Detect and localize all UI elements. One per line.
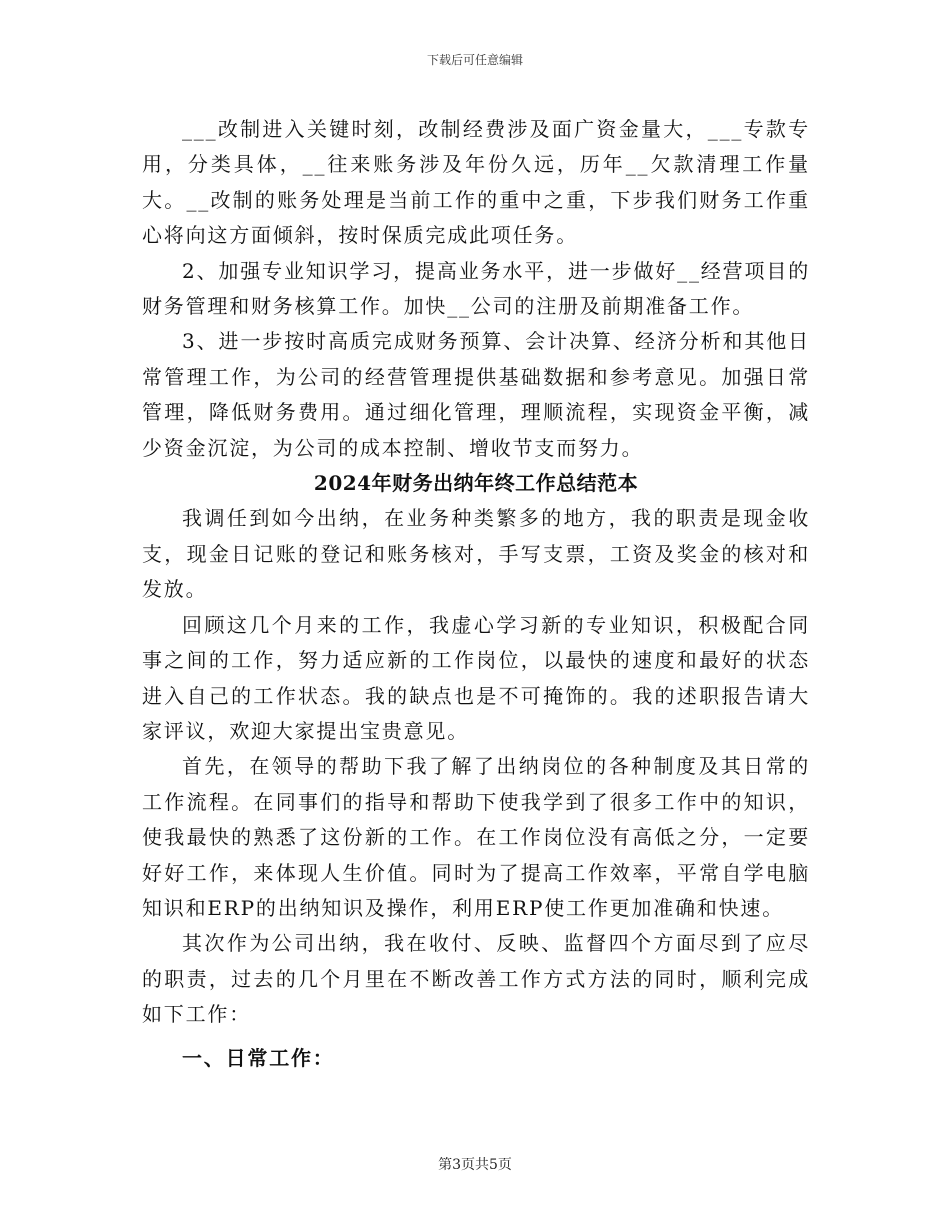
paragraph-first: 首先，在领导的帮助下我了解了出纳岗位的各种制度及其日常的工作流程。在同事们的指导和帮助下使我学到了很多工作中的知识，使我最快的熟悉了这份新的工作。在工作岗位没有高低之分，一定要好好工作，来体现人生价值。同时为了提高工作效率，平常自学电脑知识和ERP的出纳知识及操作，利用ERP使工作更加准确和快速。	[142, 754, 810, 920]
subheading-daily-work: 一、日常工作：	[182, 1045, 335, 1070]
paragraph-professional-study: 2、加强专业知识学习，提高业务水平，进一步做好__经营项目的财务管理和财务核算工作。加快__公司的注册及前期准备工作。	[142, 258, 810, 319]
page-footer: 第3页共5页	[438, 1157, 512, 1173]
paragraph-cashier-duties: 我调任到如今出纳，在业务种类繁多的地方，我的职责是现金收支，现金日记账的登记和账务核对，手写支票，工资及奖金的核对和发放。	[142, 506, 810, 602]
document-body	[142, 112, 810, 1076]
section-title: 2024年财务出纳年终工作总结范本	[313, 471, 639, 496]
paragraph-review: 回顾这几个月来的工作，我虚心学习新的专业知识，积极配合同事之间的工作，努力适应新的工作岗位，以最快的速度和最好的状态进入自己的工作状态。我的缺点也是不可掩饰的。我的述职报告请大家评议，欢迎大家提出宝贵意见。	[142, 612, 810, 743]
page-header: 下载后可任意编辑	[426, 53, 523, 67]
paragraph-budget-management: 3、进一步按时高质完成财务预算、会计决算、经济分析和其他日常管理工作，为公司的经营管理提供基础数据和参考意见。加强日常管理，降低财务费用。通过细化管理，理顺流程，实现资金平衡，减少资金沉淀，为公司的成本控制、增收节支而努力。	[142, 329, 810, 460]
paragraph-reform-accounting: ___改制进入关键时刻，改制经费涉及面广资金量大，___专款专用，分类具体，__往来账务涉及年份久远，历年__欠款清理工作量大。__改制的账务处理是当前工作的重中之重，下步我们财务工作重心将向这方面倾斜，按时保质完成此项任务。	[142, 117, 810, 248]
paragraph-second: 其次作为公司出纳，我在收付、反映、监督四个方面尽到了应尽的职责，过去的几个月里在不断改善工作方式方法的同时，顺利完成如下工作：	[142, 931, 810, 1027]
